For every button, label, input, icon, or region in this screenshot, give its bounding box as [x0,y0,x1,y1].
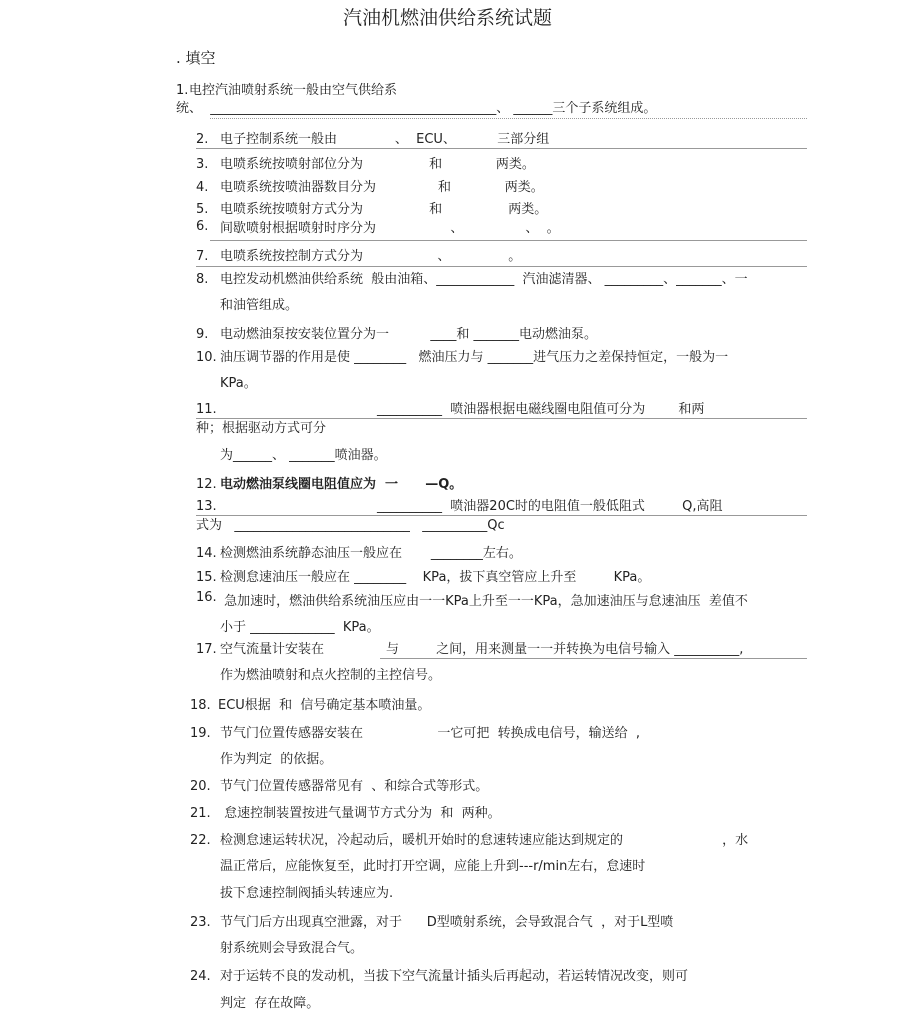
q19-text: 节气门位置传感器安装在 一它可把 转换成电信号，输送给 , [220,726,641,741]
q21-number: 21. [190,806,211,821]
q13-text-cont: 式为 ___________________________ __________Qc [196,518,505,533]
rule [210,118,807,119]
q19-text-cont: 作为判定 的依据。 [220,752,333,767]
q11-text-cont2: 为______、 _______喷油器。 [220,448,387,463]
section-heading: . 填空 [176,49,216,67]
q10-number: 10. [196,350,217,365]
q11-number: 11. [196,402,217,417]
q11-text: __________ 喷油器根据电磁线圈电阻值可分为 和两 [220,402,705,417]
q24-number: 24. [190,969,211,984]
q20-number: 20. [190,779,211,794]
q15-text: 检测怠速油压一般应在 ________ KPa，拔下真空管应上升至 KPa。 [220,570,651,585]
q10-text-cont: KPa。 [220,376,257,391]
q23-number: 23. [190,915,211,930]
q19-number: 19. [190,726,211,741]
q22-text-cont: 温正常后，应能恢复至，此时打开空调，应能上升到---r/min左右，怠速时 [220,859,646,874]
q20-text: 节气门位置传感器常见有 、和综合式等形式。 [220,779,489,794]
q16-text: 急加速时，燃油供给系统油压应由一一KPa上升至一一KPa，急加速油压与怠速油压 差值不 [220,594,748,609]
q16-number: 16. [196,590,217,605]
q18-number: 18. [190,698,211,713]
rule [196,418,807,419]
q1-text: 电控汽油喷射系统一般由空气供给系 [189,83,398,98]
rule [380,658,807,659]
q17-text: 空气流量计安装在 与 之间，用来测量一一并转换为电信号输入 __________, [220,642,744,657]
q22-number: 22. [190,833,211,848]
rule [196,515,807,516]
q12-text: 电动燃油泵线圈电阻值应为 一 —Q。 [220,477,463,492]
q24-text-cont: 判定 存在故障。 [220,996,320,1011]
rule [210,240,807,241]
q6-text: 间歇喷射根据喷射时序分为 、 、 。 [220,221,560,236]
q12-number: 12. [196,477,217,492]
q14-number: 14. [196,546,217,561]
q1-text-cont: 统、 ____________________________________________、 ______三个子系统组成。 [176,101,657,116]
q11-text-cont: 种；根据驱动方式可分 [196,421,327,436]
rule [196,148,807,149]
q2-number: 2. [196,132,209,147]
q22-text-cont2: 拔下怠速控制阀插头转速应为. [220,886,394,901]
q3-text: 电喷系统按喷射部位分为 和 两类。 [220,157,535,172]
rule [196,266,807,267]
q7-text: 电喷系统按控制方式分为 、 。 [220,249,522,264]
q3-number: 3. [196,157,209,172]
q8-text-cont: 和油管组成。 [220,298,299,313]
q24-text: 对于运转不良的发动机，当拔下空气流量计插头后再起动，若运转情况改变，则可 [220,969,689,984]
q22-text: 检测怠速运转状况，冷起动后，暖机开始时的怠速转速应能达到规定的 ，水 [220,833,749,848]
q17-text-cont: 作为燃油喷射和点火控制的主控信号。 [220,668,442,683]
q9-text: 电动燃油泵按安装位置分为一 ____和 _______电动燃油泵。 [220,327,597,342]
q17-number: 17. [196,642,217,657]
q15-number: 15. [196,570,217,585]
q5-text: 电喷系统按喷射方式分为 和 两类。 [220,202,548,217]
q6-number: 6. [196,219,209,234]
q13-text: __________ 喷油器20C时的电阻值一般低阻式 Q,高阻 [220,499,723,514]
q23-text: 节气门后方出现真空泄露，对于 D型喷射系统，会导致混合气 ，对于L型喷 [220,915,674,930]
q9-number: 9. [196,327,209,342]
page-title: 汽油机燃油供给系统试题 [342,7,552,29]
q4-number: 4. [196,180,209,195]
q10-text: 油压调节器的作用是使 ________ 燃油压力与 _______进气压力之差保持恒定，一般为一 [220,350,729,365]
q8-number: 8. [196,272,209,287]
q4-text: 电喷系统按喷油器数目分为 和 两类。 [220,180,544,195]
q18-text: ECU根据 和 信号确定基本喷油量。 [218,698,431,713]
q14-text: 检测燃油系统静态油压一般应在 ________左右。 [220,546,522,561]
q8-text: 电控发动机燃油供给系统 般由油箱、____________ 汽油滤清器、 _________、_______、一 [220,272,748,287]
q1-number: 1. [176,83,189,98]
q2-text: 电子控制系统一般由 、 ECU、 三部分组 [220,132,550,147]
q5-number: 5. [196,202,209,217]
q16-text-cont: 小于 _____________ KPa。 [220,620,380,635]
q21-text: 怠速控制装置按进气量调节方式分为 和 两种。 [220,806,501,821]
q13-number: 13. [196,499,217,514]
q7-number: 7. [196,249,209,264]
q23-text-cont: 射系统则会导致混合气。 [220,941,364,956]
